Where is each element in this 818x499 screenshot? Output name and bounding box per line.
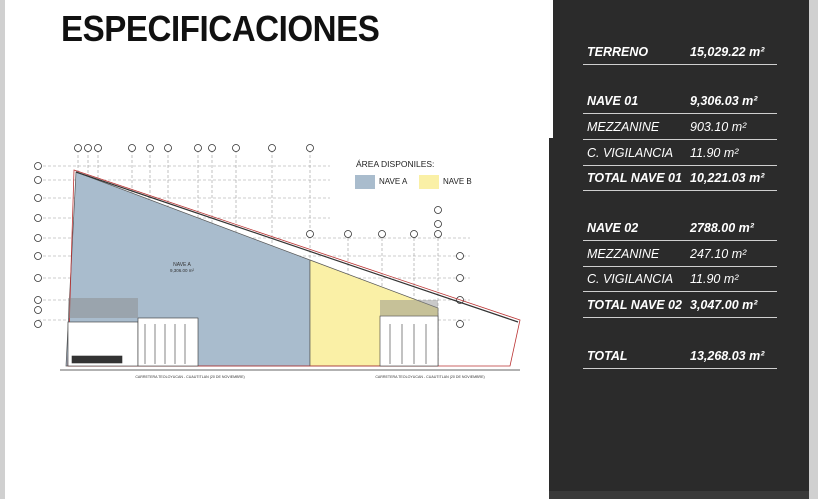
nave-a-area-label: 9,306.00 m²	[169, 268, 195, 273]
spec-row	[583, 165, 777, 191]
spec-value: 247.10 m²	[690, 247, 747, 261]
spec-value: 13,268.03 m²	[690, 349, 765, 363]
right-edge-bar	[809, 0, 818, 499]
legend-label-nave-a: NAVE A	[379, 177, 408, 186]
spec-value: 15,029.22 m²	[690, 45, 765, 59]
spec-value: 3,047.00 m²	[690, 298, 758, 312]
spec-row	[583, 266, 777, 292]
nave-a-label: NAVE A	[173, 262, 191, 268]
spec-row	[583, 140, 777, 166]
road-label-right: CARRETERA TEOLOYUCAN - CUAUTITLAN (20 DE NOVIEMBRE)	[375, 375, 485, 379]
spec-value: 9,306.03 m²	[690, 94, 758, 108]
spec-row	[583, 39, 777, 65]
spec-label: C. VIGILANCIA	[587, 272, 674, 286]
spec-label: TERRENO	[587, 45, 649, 59]
spec-label: C. VIGILANCIA	[587, 146, 674, 160]
spec-value: 903.10 m²	[690, 120, 747, 134]
spec-label: MEZZANINE	[587, 120, 660, 134]
left-edge-bar	[0, 0, 5, 499]
spec-label: TOTAL	[587, 349, 628, 363]
legend-swatch-nave-a	[355, 175, 375, 189]
road-label-left: CARRETERA TEOLOYUCAN - CUAUTITLAN (20 DE NOVIEMBRE)	[135, 375, 245, 379]
spec-label: NAVE 02	[587, 221, 639, 235]
panel-notch	[549, 0, 553, 138]
spec-row	[583, 343, 777, 369]
legend-title: ÁREA DISPONILES:	[356, 159, 435, 169]
spec-row	[583, 292, 777, 318]
spec-value: 11.90 m²	[690, 146, 739, 160]
legend-label-nave-b: NAVE B	[443, 177, 472, 186]
panel-bottom-strip	[549, 491, 809, 499]
spec-label: MEZZANINE	[587, 247, 660, 261]
spec-label: NAVE 01	[587, 94, 639, 108]
spec-label: TOTAL NAVE 02	[587, 298, 682, 312]
spec-row	[583, 215, 777, 241]
spec-label: TOTAL NAVE 01	[587, 171, 682, 185]
legend-swatch-nave-b	[419, 175, 439, 189]
spec-value: 2788.00 m²	[690, 221, 754, 235]
page-title: ESPECIFICACIONES	[61, 8, 380, 49]
spec-value: 11.90 m²	[690, 272, 739, 286]
spec-row	[583, 88, 777, 114]
spec-value: 10,221.03 m²	[690, 171, 765, 185]
spec-row	[583, 241, 777, 267]
spec-row	[583, 114, 777, 140]
floor-plan	[30, 138, 530, 383]
